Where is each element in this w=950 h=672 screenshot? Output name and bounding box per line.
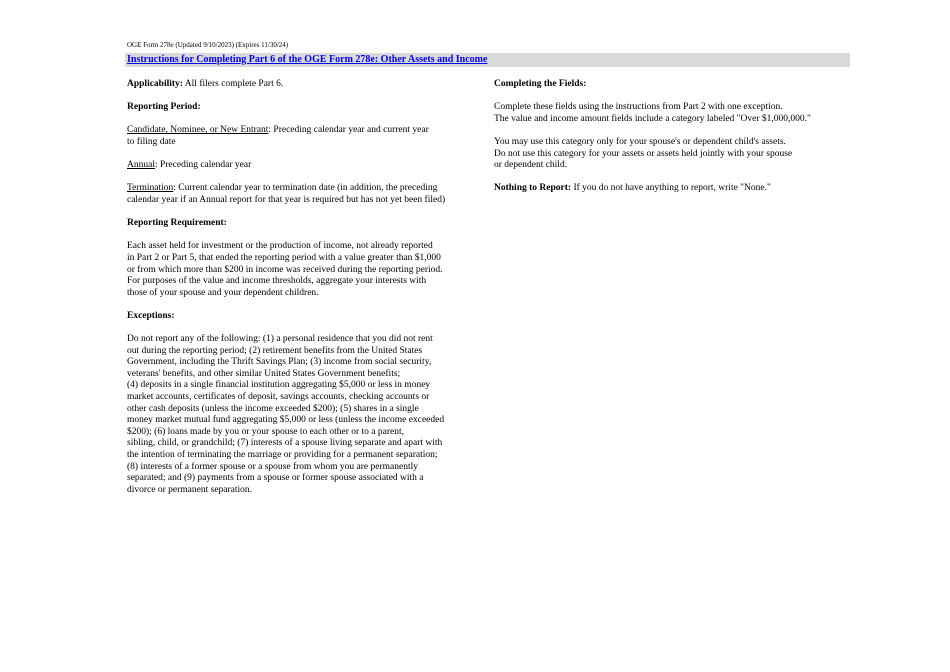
candidate-text: : Preceding calendar year and current year to filing date xyxy=(127,125,429,147)
completing-fields-text: Complete these fields using the instructions from Part 2 with one exception. The value and income amount fields include a category labeled "Over $1,000,000." xyxy=(494,102,811,124)
reporting-requirement-text: Each asset held for investment or the production of income, not already reported in Part 2 or Part 5, that ended the reporting period with a value greater than $1,000 or from which more than $200 in income was received during the reporting period. For purposes of the value and income thresholds, aggregate your interests with those of your spouse and your dependent children. xyxy=(127,241,443,298)
page-title-link[interactable]: Instructions for Completing Part 6 of the OGE Form 278e: Other Assets and Income xyxy=(127,54,488,65)
annual-paragraph xyxy=(127,160,477,172)
title-bar xyxy=(125,53,850,67)
nothing-to-report-label: Nothing to Report: xyxy=(494,183,572,194)
annual-label: Annual xyxy=(127,160,155,171)
candidate-paragraph xyxy=(127,125,477,148)
annual-text: : Preceding calendar year xyxy=(154,160,252,171)
reporting-requirement-heading: Reporting Requirement: xyxy=(127,218,227,229)
spouse-category-text: You may use this category only for your spouse's or dependent child's assets. Do not use this category for your assets or assets held jointly with your spouse or dependent child. xyxy=(494,136,793,171)
applicability-paragraph xyxy=(127,79,477,91)
exceptions-text: Do not report any of the following: (1) a personal residence that you did not rent out during the reporting period; (2) retirement benefits from the United States Government, including the Thrift Savings Plan; (3) income from social security, veterans' benefits, and other similar United States Government benefits; (4) deposits in a single financial institution aggregating $5,000 or less in money market accounts, certificates of deposit, savings accounts, checking accounts or other cash deposits (unless the income exceeded $200); (5) shares in a single money market mutual fund aggregating $5,000 or less (unless the income exceeded $200); (6) loans made by you or your spouse to each other or to a parent, sibling, child, or grandchild; (7) interests of a spouse living separate and apart with the intention of terminating the marriage or providing for a permanent separation; (8) interests of a former spouse or a spouse from whom you are permanently separated; and (9) payments from a spouse or former spouse associated with a divorce or permanent separation. xyxy=(127,334,445,495)
nothing-to-report-text: If you do not have anything to report, write "None." xyxy=(571,183,771,194)
exceptions-heading: Exceptions: xyxy=(127,310,175,321)
applicability-text: All filers complete Part 6. xyxy=(182,79,284,89)
right-column xyxy=(494,79,844,207)
termination-label: Termination xyxy=(127,183,174,194)
termination-text: : Current calendar year to termination date (in addition, the preceding calendar year if an Annual report for that year is required but has not yet been filed) xyxy=(127,183,446,205)
form-id: OGE Form 278e (Updated 9/10/2023) (Expires 11/30/24) xyxy=(127,41,289,49)
reporting-period-heading: Reporting Period: xyxy=(127,102,201,113)
termination-paragraph xyxy=(127,183,477,206)
nothing-to-report-paragraph xyxy=(494,183,844,195)
completing-fields-heading: Completing the Fields: xyxy=(494,79,587,89)
applicability-label: Applicability: xyxy=(127,79,183,89)
left-column xyxy=(127,79,477,508)
candidate-label: Candidate, Nominee, or New Entrant xyxy=(127,125,269,136)
